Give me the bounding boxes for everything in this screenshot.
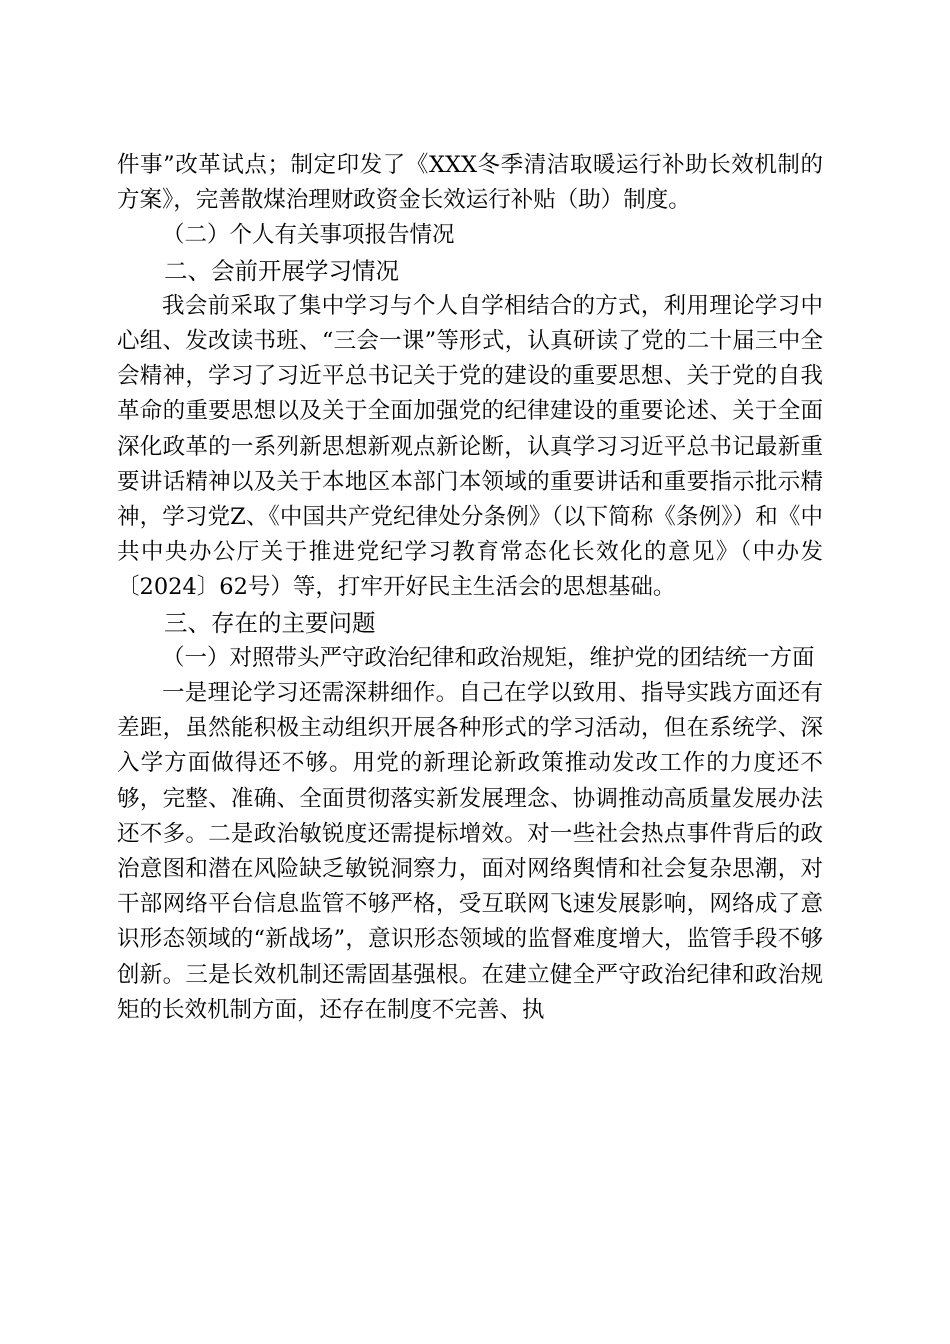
- subsection-heading-personal-report: （二）个人有关事项报告情况: [162, 222, 455, 249]
- paragraph-study-situation: 我会前采取了集中学习与个人自学相结合的方式，利用理论学习中心组、发改读书班、“三会一课”等形式，认真研读了党的二十届三中全会精神，学习了习近平总书记关于党的建设的重要思想、关于党的自我革命的重要思想以及关于全面加强党的纪律建设的重要论述、关于全面深化政革的一系列新思想新观点新论断，认真学习习近平总书记最新重要讲话精神以及关于本地区本部门本领域的重要讲话和重要指示批示精神，学习党Z、《中国共产党纪律处分条例》（以下简称《条例》）和《中共中央办公厅关于推进党纪学习教育常态化长效化的意见》（中办发〔2024〕62号）等，打牢开好民主生活会的思想基础。: [117, 292, 823, 601]
- section-heading-main-problems: 三、存在的主要问题: [164, 608, 376, 637]
- section-heading-pre-meeting-study: 二、会前开展学习情况: [164, 256, 399, 285]
- document-body: [117, 148, 823, 1028]
- subsection-heading-political-discipline: （一）对照带头严守政治纪律和政治规矩，维护党的团结统一方面: [162, 644, 815, 671]
- paragraph-continued: 件事”改革试点；制定印发了《XXX冬季清洁取暖运行补助长效机制的方案》，完善散煤治理财政资金长效运行补贴（助）制度。: [117, 152, 823, 214]
- paragraph-problems-detail: 一是理论学习还需深耕细作。自己在学以致用、指导实践方面还有差距，虽然能积极主动组织开展各种形式的学习活动，但在系统学、深入学方面做得还不够。用党的新理论新政策推动发改工作的力度还不够，完整、准确、全面贯彻落实新发展理念、协调推动高质量发展办法还不多。二是政治敏锐度还需提标增效。对一些社会热点事件背后的政治意图和潜在风险缺乏敏锐洞察力，面对网络舆情和社会复杂思潮，对干部网络平台信息监管不够严格，受互联网飞速发展影响，网络成了意识形态领域的“新战场”，意识形态领域的监督难度增大，监管手段不够创新。三是长效机制还需固基强根。在建立健全严守政治纪律和政治规矩的长效机制方面，还存在制度不完善、执: [117, 680, 823, 1023]
